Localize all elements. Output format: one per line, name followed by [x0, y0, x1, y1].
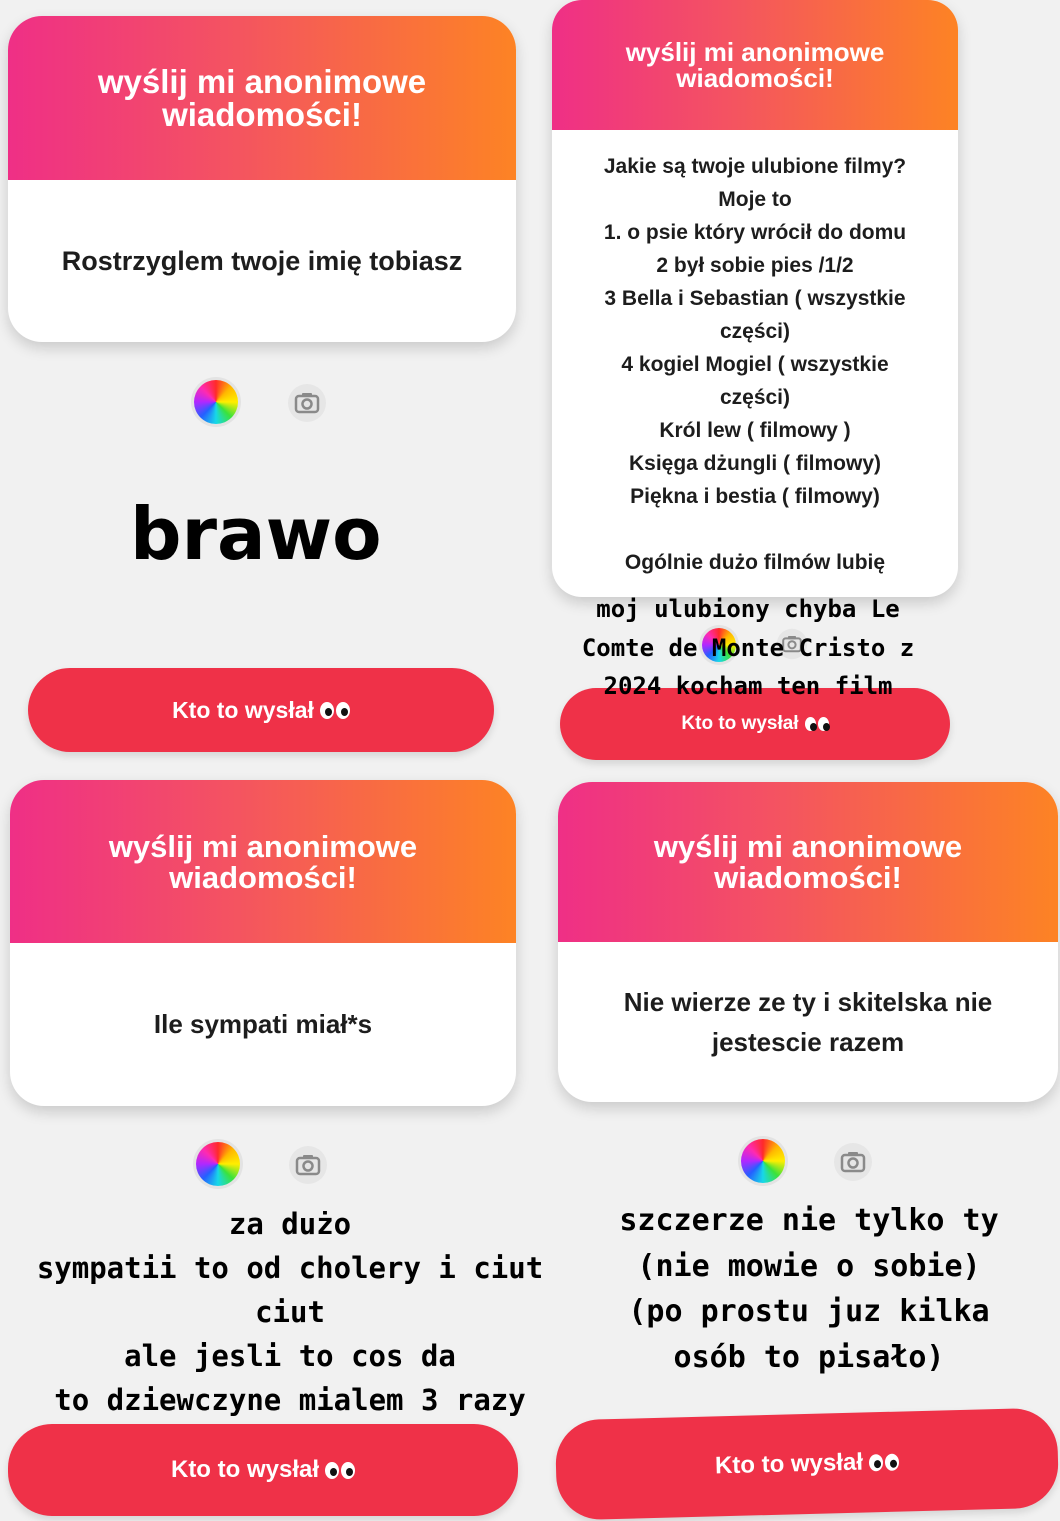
question-card — [10, 780, 516, 1106]
color-wheel-icon[interactable] — [194, 380, 238, 424]
button-label: Kto to wysłał — [714, 1448, 864, 1480]
button-label: Kto to wysłał — [170, 1456, 320, 1483]
question-text: Ile sympati miał*s — [153, 1009, 373, 1039]
question-text: Jakie są twoje ulubione filmy? Moje to 1. o psie który wrócił do domu 2 był sobie pies /1/2 3 Bella i Sebastian ( wszystkie części) 4 kogiel Mogiel ( wszystkie części) Król lew ( filmowy ) Księga dżungli ( filmowy) Piękna i bestia ( filmowy) Ogólnie dużo filmów lubię — [603, 155, 907, 574]
card-header: wyślij mi anonimowe wiadomości! — [10, 780, 516, 943]
reply-text: za dużo sympatii to od cholery i ciut ciut ale jesli to cos da to dziewczyne mialem 3 razy — [36, 1207, 544, 1417]
eyes-icon — [320, 702, 350, 719]
who-sent-button[interactable] — [28, 668, 494, 752]
card-header: wyślij mi anonimowe wiadomości! — [8, 16, 516, 180]
question-text: Rostrzyglem twoje imię tobiasz — [61, 245, 463, 276]
reply-text: moj ulubiony chyba Le Comte de Monte Cristo z 2024 kocham ten film — [581, 595, 915, 700]
camera-icon[interactable] — [833, 1142, 873, 1182]
eyes-icon — [325, 1462, 355, 1479]
question-card — [8, 16, 516, 342]
question-card — [558, 782, 1058, 1102]
button-label: Kto to wysłał — [172, 696, 314, 723]
question-card — [552, 0, 958, 597]
color-wheel-icon[interactable] — [196, 1142, 240, 1186]
reply-text: brawo — [130, 492, 382, 576]
question-text: Nie wierze ze ty i skitelska nie jestescie razem — [623, 987, 993, 1057]
reply-text: szczerze nie tylko ty (nie mowie o sobie) (po prostu juz kilka osób to pisało) — [619, 1203, 999, 1375]
color-wheel-icon[interactable] — [741, 1139, 785, 1183]
button-label: Kto to wysłał — [681, 713, 799, 734]
eyes-icon — [805, 717, 829, 731]
card-header: wyślij mi anonimowe wiadomości! — [558, 782, 1058, 942]
who-sent-button[interactable] — [8, 1424, 518, 1516]
camera-icon[interactable] — [287, 383, 327, 423]
card-header: wyślij mi anonimowe wiadomości! — [552, 0, 958, 130]
camera-icon[interactable] — [288, 1145, 328, 1185]
who-sent-button[interactable] — [555, 1407, 1059, 1520]
eyes-icon — [869, 1453, 899, 1471]
